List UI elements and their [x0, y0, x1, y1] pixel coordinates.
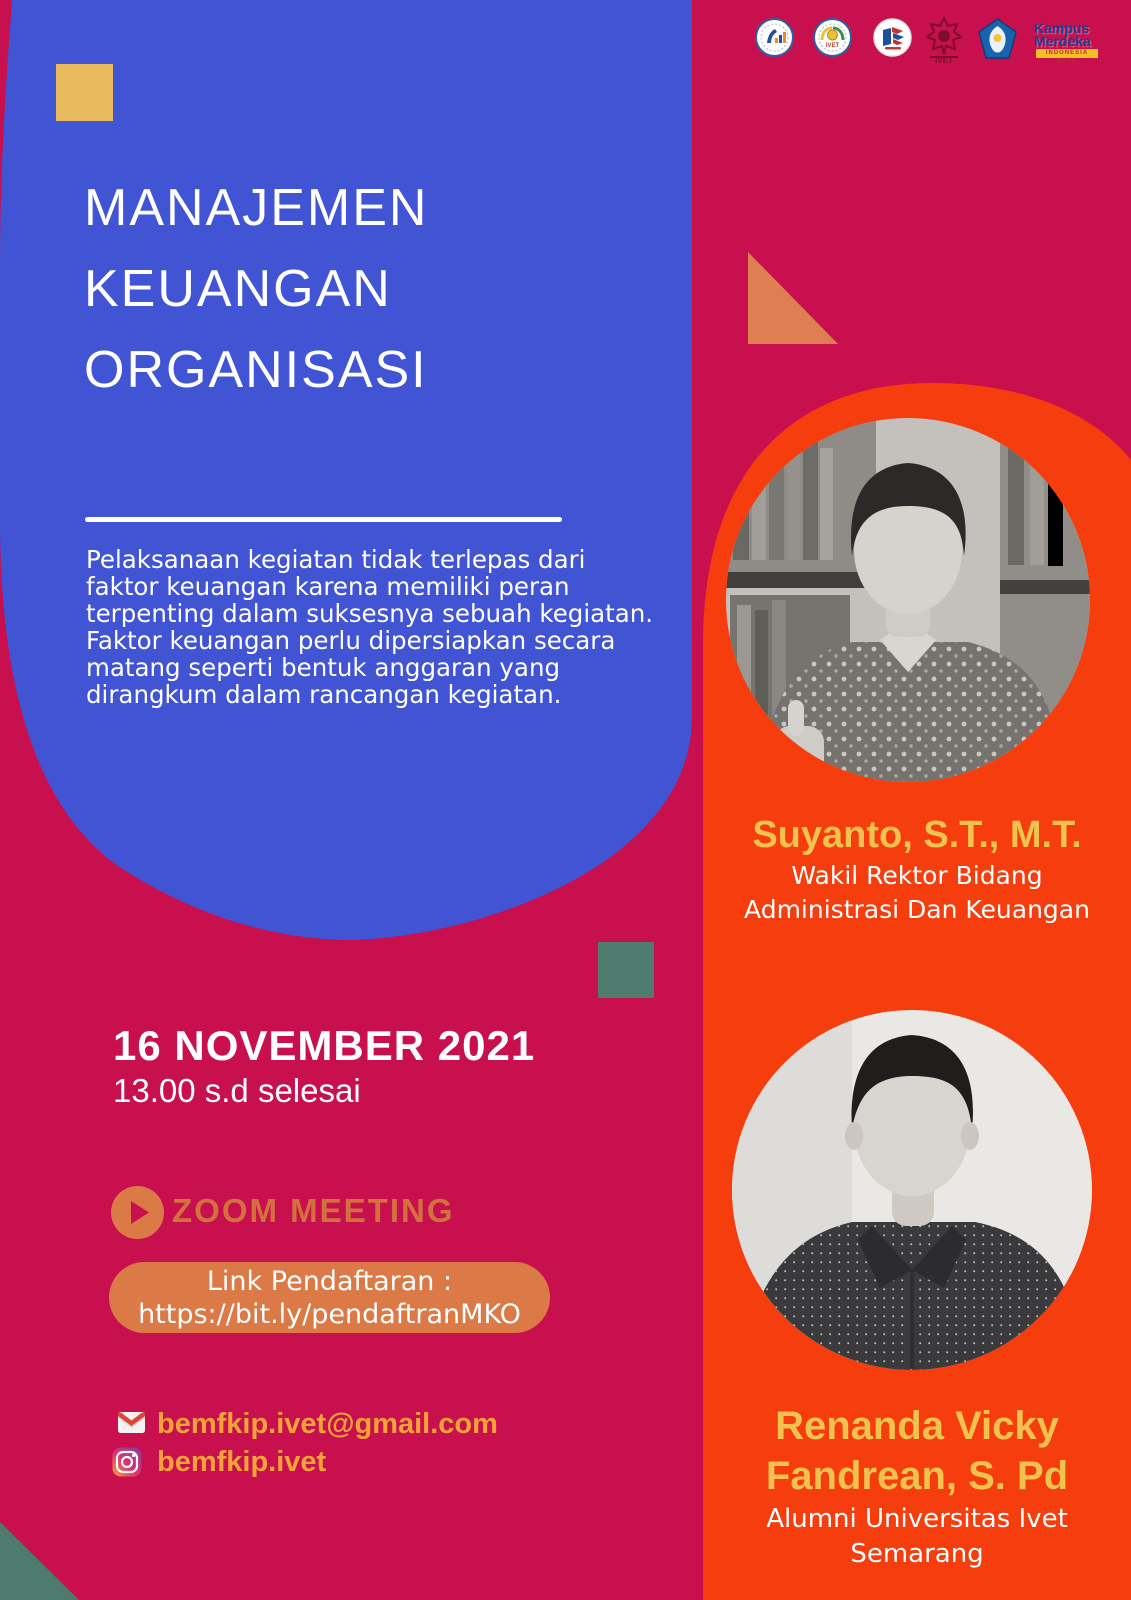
email-address: bemfkip.ivet@gmail.com [157, 1408, 498, 1440]
description-line: Faktor keuangan perlu dipersiapkan secara [86, 626, 616, 655]
title-line-1: MANAJEMEN [84, 179, 429, 237]
page-title [84, 168, 428, 411]
sagusabu-logo [873, 18, 912, 57]
speaker-1-role-line-2: Administrasi Dan Keuangan [744, 895, 1090, 924]
universitas-ivet-logo [813, 18, 852, 57]
speaker-2-name-line-2: Fandrean, S. Pd [765, 1454, 1069, 1498]
speaker-1-role-line-1: Wakil Rektor Bidang [791, 861, 1043, 890]
registration-link-url[interactable]: https://bit.ly/pendaftranMKO [138, 1298, 521, 1330]
gmail-icon [118, 1412, 145, 1433]
svg-text:IVET: IVET [825, 43, 840, 49]
description-line: Pelaksanaan kegiatan tidak terlepas dari [86, 545, 586, 574]
tut-wuri-handayani-logo [977, 18, 1018, 60]
yellow-square-decoration [56, 64, 113, 121]
description-line: faktor keuangan karena memiliki peran [86, 572, 570, 601]
instagram-icon [112, 1447, 142, 1477]
bem-fkip-logo [755, 18, 794, 57]
title-line-3: ORGANISASI [84, 341, 428, 399]
kampus-merdeka-line1: Kampus [1034, 20, 1090, 36]
kampus-merdeka-banner: INDONESIA JAYA [1036, 49, 1098, 58]
play-icon [111, 1186, 164, 1239]
event-description [86, 546, 653, 708]
speaker-2-role-line-1: Alumni Universitas Ivet [766, 1504, 1068, 1534]
speaker-1-name: Suyanto, S.T., M.T. [752, 814, 1082, 856]
speaker-2-photo [732, 1010, 1093, 1372]
kampus-merdeka-line2: Merdeka [1034, 33, 1091, 49]
title-line-2: KEUANGAN [84, 260, 392, 318]
description-line: dirangkum dalam rancangan kegiatan. [86, 680, 562, 709]
description-line: terpenting dalam suksesnya sebuah kegiatan. [86, 599, 654, 628]
blue-blob-shape [0, 0, 692, 940]
kampus-merdeka-logo [1034, 22, 1104, 48]
title-divider [85, 517, 562, 522]
instagram-handle: bemfkip.ivet [157, 1446, 327, 1478]
description-line: matang seperti bentuk anggaran yang [86, 653, 561, 682]
speaker-1-photo [726, 418, 1091, 784]
teal-square-decoration [598, 942, 654, 998]
speaker-2-name-line-1: Renanda Vicky [775, 1404, 1059, 1448]
event-date: 16 NOVEMBER 2021 [113, 1022, 536, 1069]
registration-link-title: Link Pendaftaran : [206, 1265, 453, 1297]
registration-link-pill[interactable] [109, 1262, 550, 1333]
ivet-star-logo [926, 16, 962, 64]
zoom-meeting-label: ZOOM MEETING [172, 1192, 455, 1229]
speaker-2-role-line-2: Semarang [850, 1539, 984, 1569]
ivet-star-label: IVET [935, 56, 953, 64]
event-time: 13.00 s.d selesai [113, 1072, 361, 1109]
